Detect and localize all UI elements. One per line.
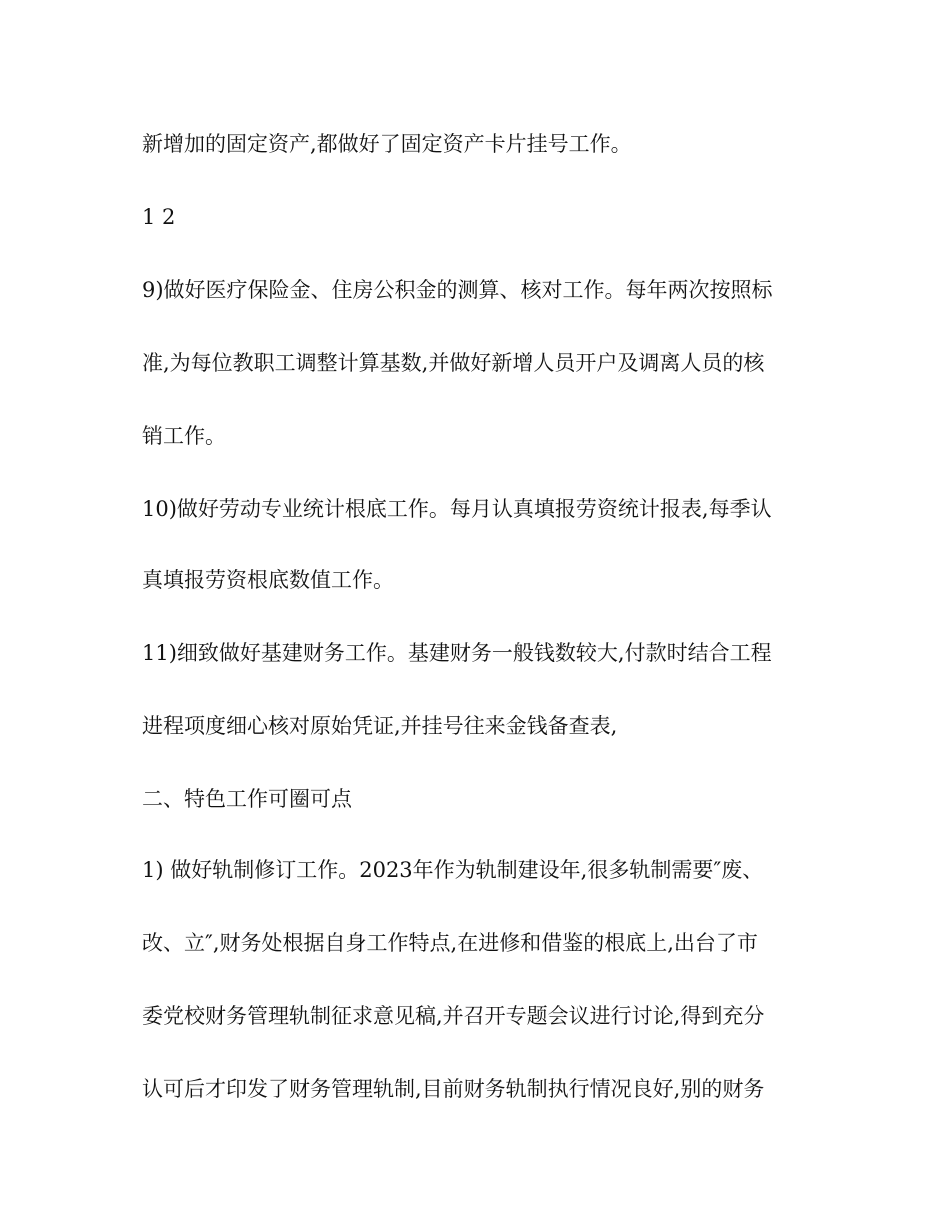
text-line: 委党校财务管理轨制征求意见稿,并召开专题会议进行讨论,得到充分 — [142, 1004, 765, 1028]
text-line: 11)细致做好基建财务工作。基建财务一般钱数较大,付款时结合工程 — [142, 641, 772, 665]
text-line: 认可后才印发了财务管理轨制,目前财务轨制执行情况良好,别的财务 — [142, 1077, 765, 1101]
text-line: 10)做好劳动专业统计根底工作。每月认真填报劳资统计报表,每季认 — [142, 497, 772, 521]
section-heading: 二、特色工作可圈可点 — [142, 787, 352, 811]
page-number-fragment: 1 2 — [142, 205, 176, 229]
text-line: 1) 做好轨制修订工作。2023年作为轨制建设年,很多轨制需要″废、 — [142, 858, 764, 882]
text-line: 9)做好医疗保险金、住房公积金的测算、核对工作。每年两次按照标 — [142, 278, 773, 302]
text-line: 改、立″,财务处根据自身工作特点,在进修和借鉴的根底上,出台了市 — [142, 931, 758, 955]
text-line: 新增加的固定资产,都做好了固定资产卡片挂号工作。 — [142, 132, 632, 156]
text-line: 准,为每位教职工调整计算基数,并做好新增人员开户及调离人员的核 — [142, 351, 765, 375]
text-line: 销工作。 — [142, 424, 226, 448]
text-line: 进程项度细心核对原始凭证,并挂号往来金钱备查表, — [142, 714, 618, 738]
text-line: 真填报劳资根底数值工作。 — [142, 568, 394, 592]
